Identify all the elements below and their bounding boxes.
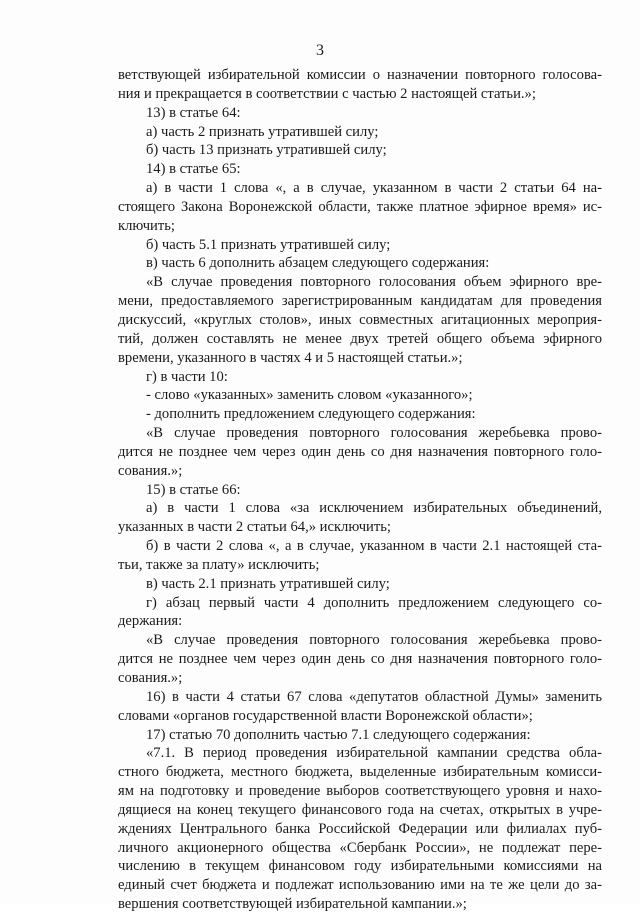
text-line: 13) в статье 64: xyxy=(146,104,241,121)
text-line: сования.»; xyxy=(118,462,183,479)
text-line: в) часть 6 дополнить абзацем следующего содержания: xyxy=(146,255,490,272)
text-line: дится не позднее чем через один день со дня назначения повторного голо- xyxy=(118,443,602,460)
text-line: стоящего Закона Воронежской области, также платное эфирное время» ис- xyxy=(118,198,602,215)
text-line: единый счет бюджета и подлежат использованию ими на те же цели до за- xyxy=(118,877,602,894)
text-line: сования.»; xyxy=(118,670,183,686)
text-line: б) часть 13 признать утратившей силу; xyxy=(146,142,387,159)
text-line: «В случае проведения повторного голосования жеребьевка прово- xyxy=(146,632,602,649)
text-line: указанных в части 2 статьи 64,» исключить; xyxy=(118,519,391,536)
text-line: а) часть 2 признать утратившей силу; xyxy=(146,123,379,140)
text-line: б) в части 2 слова «, а в случае, указанном в части 2.1 настоящей ста- xyxy=(146,538,602,555)
text-line: дискуссий, «круглых столов», иных совместных агитационных мероприя- xyxy=(118,311,602,328)
text-line: ям на подготовку и проведение выборов соответствующего уровня и нахо- xyxy=(118,783,602,800)
text-line: 14) в статье 65: xyxy=(146,161,241,178)
text-line: держания: xyxy=(118,613,183,630)
text-line: ключить; xyxy=(118,217,175,234)
text-line: - дополнить предложением следующего содержания: xyxy=(146,406,476,423)
text-line: 15) в статье 66: xyxy=(146,481,241,498)
text-line: ждениях Центрального банка Российской Федерации или филиалах пуб- xyxy=(118,820,602,837)
text-line: - слово «указанных» заменить словом «указанного»; xyxy=(146,387,473,404)
text-line: мени, предоставляемого зарегистрированным кандидатам для проведения xyxy=(118,293,602,310)
text-line: г) абзац первый части 4 дополнить предложением следующего со- xyxy=(146,594,602,611)
text-line: г) в части 10: xyxy=(146,368,228,385)
text-line: б) часть 5.1 признать утратившей силу; xyxy=(146,236,391,253)
text-line: «7.1. В период проведения избирательной кампании средства обла- xyxy=(146,745,602,762)
text-line: 16) в части 4 статьи 67 слова «депутатов областной Думы» заменить xyxy=(146,688,602,705)
text-line: стного бюджета, местного бюджета, выделенные избирательным комисси- xyxy=(118,764,602,781)
text-line: личного акционерного общества «Сбербанк России», не подлежат пере- xyxy=(118,839,602,856)
text-line: тьи, также за плату» исключить; xyxy=(118,556,320,573)
text-line: дится не позднее чем через один день со дня назначения повторного голо- xyxy=(118,651,602,668)
text-line: «В случае проведения повторного голосования объем эфирного вре- xyxy=(146,274,602,291)
text-line: ния и прекращается в соответствии с частью 2 настоящей статьи.»; xyxy=(118,85,536,102)
text-line: в) часть 2.1 признать утратившей силу; xyxy=(146,575,390,592)
text-line: словами «органов государственной власти Воронежской области»; xyxy=(118,707,533,724)
text-line: 17) статью 70 дополнить частью 7.1 следующего содержания: xyxy=(146,726,531,743)
page-number: 3 xyxy=(316,42,324,59)
text-line: ветствующей избирательной комиссии о назначении повторного голосова- xyxy=(118,67,602,83)
text-line: вершения соответствующей избирательной кампании.»; xyxy=(118,896,467,913)
text-line: а) в части 1 слова «за исключением избирательных объединений, xyxy=(146,500,602,517)
text-line: «В случае проведения повторного голосования жеребьевка прово- xyxy=(146,425,602,442)
text-line: а) в части 1 слова «, а в случае, указанном в части 2 статьи 64 на- xyxy=(146,180,602,197)
text-line: времени, указанного в частях 4 и 5 настоящей статьи.»; xyxy=(118,349,463,366)
text-line: дящиеся на конец текущего финансового года на счетах, открытых в учре- xyxy=(118,801,602,818)
document-body xyxy=(118,66,602,914)
text-line: числению в текущем финансовом году избирательными комиссиями на xyxy=(118,858,602,875)
text-line: тий, должен составлять не менее двух третей общего объема эфирного xyxy=(118,330,602,347)
